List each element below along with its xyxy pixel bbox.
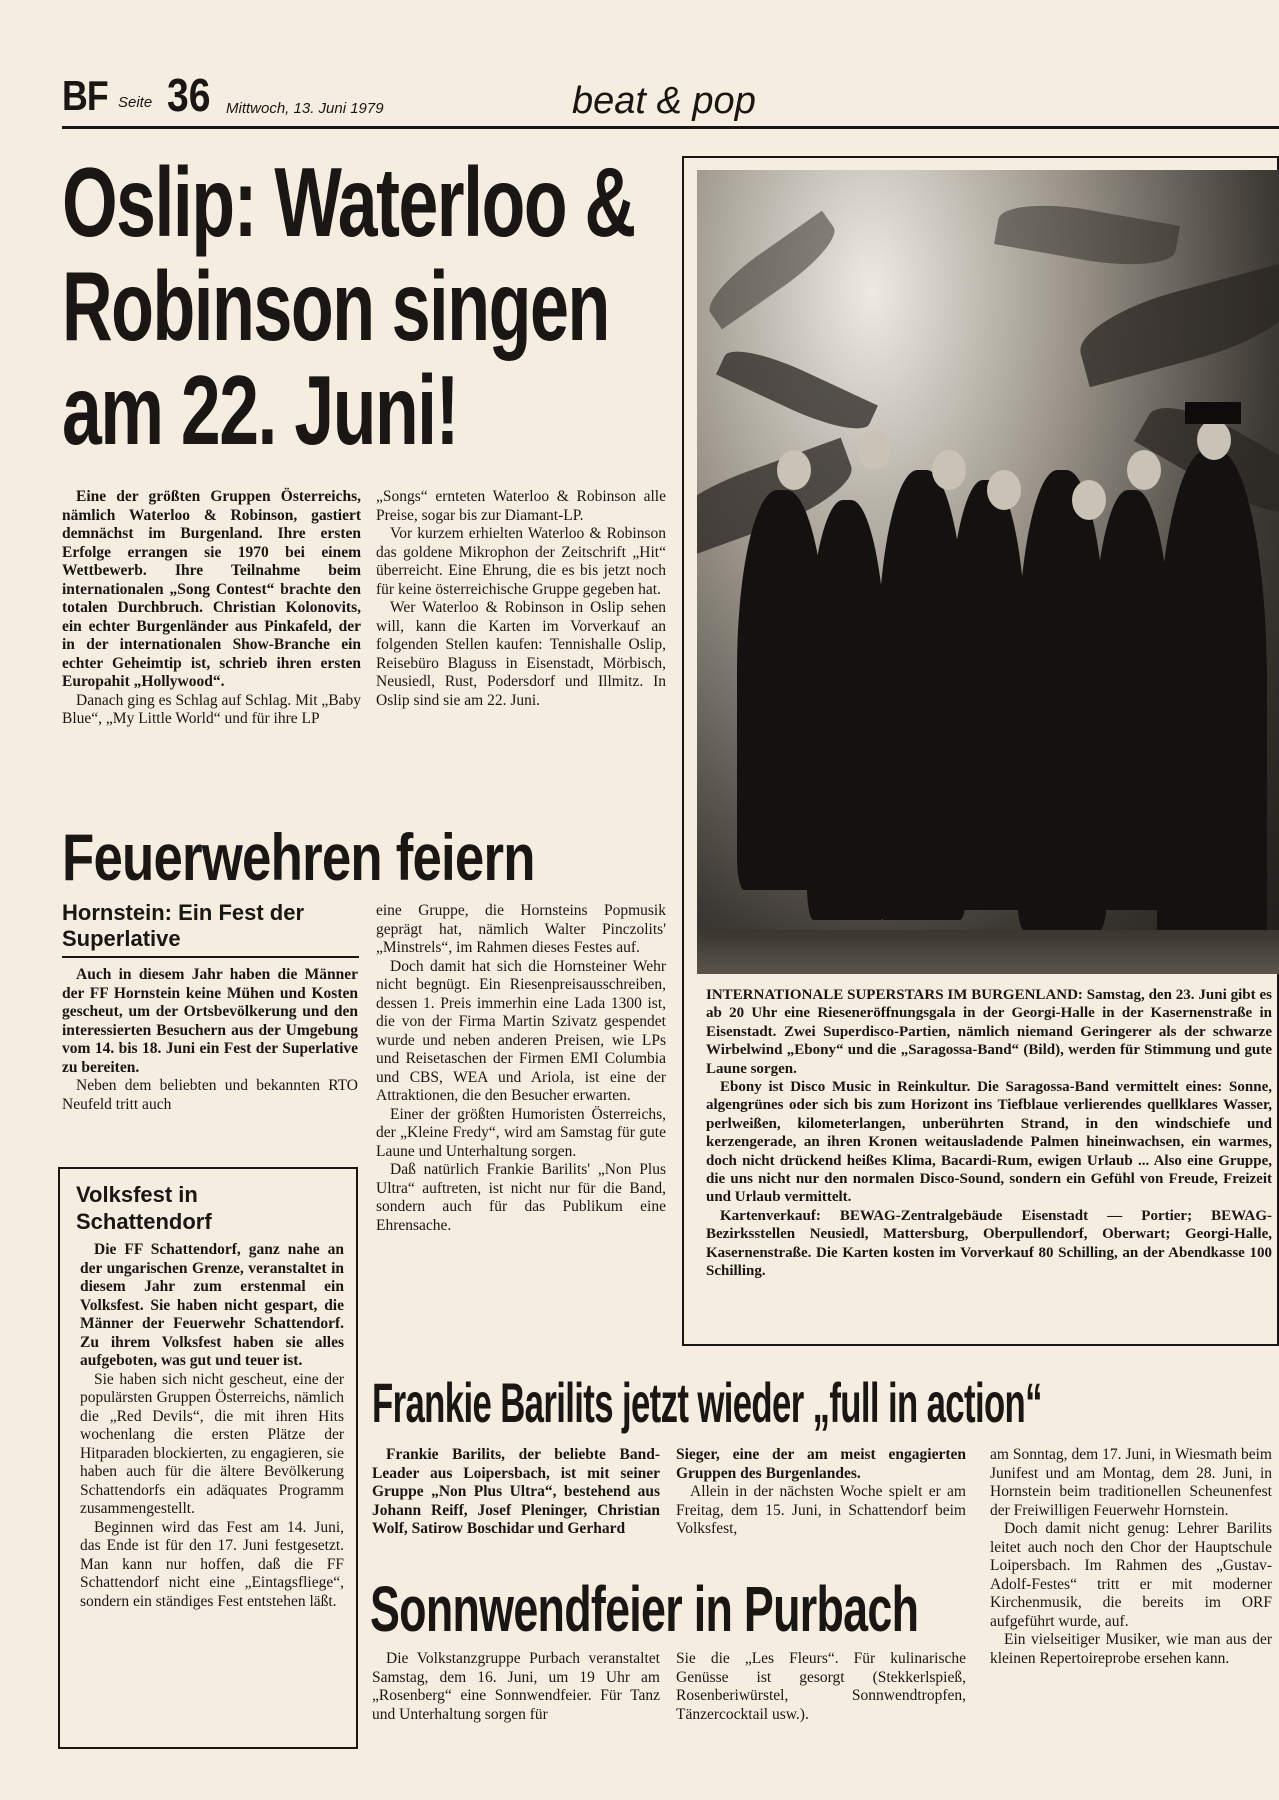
photo-caption	[706, 986, 1272, 1281]
article3-col3	[990, 1446, 1272, 1668]
article3-paragraph: Allein in der nächsten Woche spielt er am Freitag, dem 15. Juni, in Schattendorf beim Volksfest,	[676, 1483, 966, 1537]
article3-paragraph: am Sonntag, dem 17. Juni, in Wiesmath beim Junifest und am Montag, dem 28. Juni, in Hornstein beim traditionellen Scheunenfest der Freiwilligen Feuerwehr Hornstein.	[990, 1446, 1272, 1519]
article3-paragraph: Doch damit nicht genug: Lehrer Barilits leitet auch noch den Chor der Hauptschule Loipersbach. Im Rahmen des „Gustav-Adolf-Festes“ tritt er mit moderner Kirchenmusik, die bereits im ORF aufgeführt wurde, auf.	[990, 1520, 1272, 1630]
article1-paragraph: Wer Waterloo & Robinson in Oslip sehen will, kann die Karten im Vorverkauf an folgenden Stellen kaufen: Tennishalle Oslip, Reisebüro Blaguss in Eisenstadt, Mörbisch, Neusiedl, Rust, Podersdorf und Illmitz. In Oslip sind sie am 22. Juni.	[376, 599, 666, 709]
article4-paragraph: Die Volkstanzgruppe Purbach veranstaltet Samstag, dem 16. Juni, um 19 Uhr am „Rosenberg“ eine Sonnwendfeier. Für Tanz und Unterhaltung sorgen für	[372, 1650, 660, 1723]
article2-paragraph: Doch damit hat sich die Hornsteiner Wehr nicht begnügt. Ein Riesenpreisausschreiben, dessen 1. Preis immerhin eine Lada 1300 ist, die von der Firma Martin Szivatz gespendet wurde und neben anderen Preisen, wie LPs und Reisetaschen der Firmen EMI Columbia und CBS, WEA und Ariola, ist eine der Attraktionen, die den Besucher erwarten.	[376, 957, 666, 1104]
article3-headline: Frankie Barilits jetzt wieder „full in action“	[372, 1371, 1042, 1434]
masthead-page-number: 36	[167, 69, 211, 121]
article3-col1	[372, 1446, 660, 1539]
article1-headline-line3: am 22. Juni!	[62, 355, 458, 465]
caption-paragraph: Ebony ist Disco Music in Reinkultur. Die Saragossa-Band vermittelt eines: Sonne, algengrünes oder sich bis zum Horizont ins Tiefblaue verlierendes quellklares Wasser, perlweißen, kilometerlangen, unberührten Strand, in den windschiefe und kerzengerade, an ihren Kronen weitausladende Palmen hineinwachsen, ein warmes, doch nicht drückend heißes Klima, Bacardi-Rum, ewigen Urlaub ... Also eine Gruppe, die uns nicht nur den normalen Disco-Sound, sondern ein Gefühl von Freude, Freizeit und Urlaub vermittelt.	[706, 1079, 1272, 1206]
article4-paragraph: Sie die „Les Fleurs“. Für kulinarische Genüsse ist gesorgt (Stekkerlspieß, Rosenberiwürstel, Sonnwendtropfen, Tänzercocktail usw.).	[676, 1650, 966, 1723]
masthead-rule	[62, 126, 1279, 129]
article4-col1	[372, 1650, 660, 1724]
article4-col2	[676, 1650, 966, 1724]
box-body	[80, 1241, 344, 1611]
article1-headline-line2: Robinson singen	[62, 251, 609, 361]
article2-headline: Feuerwehren feiern	[62, 820, 535, 894]
article2-paragraph: Daß natürlich Frankie Barilits' „Non Plus Ultra“ auftreten, ist nicht nur für die Band, sondern auch für das Publikum eine Ehrensache.	[376, 1161, 666, 1234]
article2-paragraph: Einer der größten Humoristen Österreichs, der „Kleine Fredy“, wird am Samstag für gute Laune und Unterhaltung sorgen.	[376, 1105, 666, 1160]
article1-paragraph: „Songs“ ernteten Waterloo & Robinson alle Preise, sogar bis zur Diamant-LP.	[376, 488, 666, 524]
box-paragraph: Beginnen wird das Fest am 14. Juni, das Ende ist für den 17. Juni festgesetzt. Man kann nur hoffen, daß die FF Schattendorf nicht eine „Eintagsfliege“, sondern ein ständiges Fest entstehen läßt.	[80, 1518, 344, 1610]
masthead-seite-label: Seite	[118, 94, 153, 111]
masthead-date: Mittwoch, 13. Juni 1979	[226, 100, 384, 117]
caption-paragraph: Kartenverkauf: BEWAG-Zentralgebäude Eisenstadt — Portier; BEWAG-Bezirksstellen Neusiedl, Mattersburg, Oberpullendorf, Oberwart; Georgi-Halle, Kasernenstraße. Die Karten kosten im Vorverkauf 80 Schilling, an der Abendkasse 100 Schilling.	[706, 1207, 1272, 1280]
box-headline: Volksfest in Schattendorf	[76, 1182, 212, 1234]
article1-paragraph: Vor kurzem erhielten Waterloo & Robinson das goldene Mikrophon der Zeitschrift „Hit“ überreicht. Eine Ehrung, die es bis jetzt noch für keine österreichische Gruppe gegeben hat.	[376, 525, 666, 598]
subhead-rule	[62, 956, 359, 958]
article1-col1	[62, 488, 361, 729]
article1-col2	[376, 488, 666, 710]
article1-headline	[62, 147, 682, 465]
article4-headline: Sonnwendfeier in Purbach	[370, 1573, 919, 1645]
article2-paragraph: Neben dem beliebten und bekannten RTO Neufeld tritt auch	[62, 1077, 358, 1113]
article1-lead: Eine der größten Gruppen Österreichs, nämlich Waterloo & Robinson, gastiert demnächst im Burgenland. Ihre ersten Erfolge errangen sie 1970 bei einem Wettbewerb. Ihre Teilnahme beim internationalen „Song Contest“ brachte den totalen Durchbruch. Christian Kolonovits, ein echter Burgenländer aus Pinkafeld, der in der internationalen Show-Branche ein echter Geheimtip ist, schrieb ihren ersten Europahit „Hollywood“.	[62, 488, 361, 690]
box-paragraph: Sie haben sich nicht gescheut, eine der populärsten Gruppen Österreichs, nämlich die „Red Devils“, die mit ihren Hits wochenlang die ersten Plätze der Hitparaden blockierten, zu engagieren, sie haben auch für die ältere Bevölkerung Schattendorfs ein adäquates Programm zusammengestellt.	[80, 1370, 344, 1517]
article1-headline-line1: Oslip: Waterloo &	[62, 147, 635, 257]
article2-subhead: Hornstein: Ein Fest der Superlative	[62, 900, 305, 951]
article2-col2	[376, 902, 666, 1235]
volksfest-box	[58, 1167, 358, 1749]
article3-col2	[676, 1446, 966, 1539]
article3-lead: Frankie Barilits, der beliebte Band-Leader aus Loipersbach, ist mit seiner Gruppe „Non Plus Ultra“, bestehend aus Johann Reiff, Josef Pleninger, Christian Wolf, Satirow Boschidar und Gerhard	[372, 1446, 660, 1537]
article2-lead: Auch in diesem Jahr haben die Männer der FF Hornstein keine Mühen und Kosten gescheut, um der Ortsbevölkerung und den interessierten Besuchern aus der Umgebung vom 14. bis 18. Juni ein Fest der Superlative zu bereiten.	[62, 966, 358, 1076]
article2-paragraph: eine Gruppe, die Hornsteins Popmusik geprägt hat, nämlich Walter Pinczolits' „Minstrels“, im Rahmen dieses Festes auf.	[376, 902, 666, 956]
article3-paragraph: Sieger, eine der am meist engagierten Gruppen des Burgenlandes.	[676, 1446, 966, 1482]
article1-paragraph: Danach ging es Schlag auf Schlag. Mit „Baby Blue“, „My Little World“ und für ihre LP	[62, 691, 361, 727]
masthead-section: beat & pop	[572, 80, 756, 122]
article2-col1	[62, 966, 358, 1114]
masthead-logo: BF	[62, 72, 108, 119]
caption-paragraph: INTERNATIONALE SUPERSTARS IM BURGENLAND: Samstag, den 23. Juni gibt es ab 20 Uhr eine Rieseneröffnungsgala in der Georgi-Halle in der Kasernenstraße in Eisenstadt. Zwei Superdisco-Partien, nämlich niemand Geringerer als der schwarze Wirbelwind „Ebony“ und die „Saragossa-Band“ (Bild), werden für Stimmung und gute Laune sorgen.	[706, 987, 1272, 1077]
box-lead: Die FF Schattendorf, ganz nahe an der ungarischen Grenze, veranstaltet in diesem Jahr zum erstenmal ein Volksfest. Sie haben nicht gespart, die Männer der Feuerwehr Schattendorf. Zu ihrem Volksfest haben sie alles aufgeboten, was gut und teuer ist.	[80, 1241, 344, 1369]
band-photo	[697, 170, 1279, 974]
article3-paragraph: Ein vielseitiger Musiker, wie man aus der kleinen Repertoireprobe ersehen kann.	[990, 1631, 1272, 1667]
